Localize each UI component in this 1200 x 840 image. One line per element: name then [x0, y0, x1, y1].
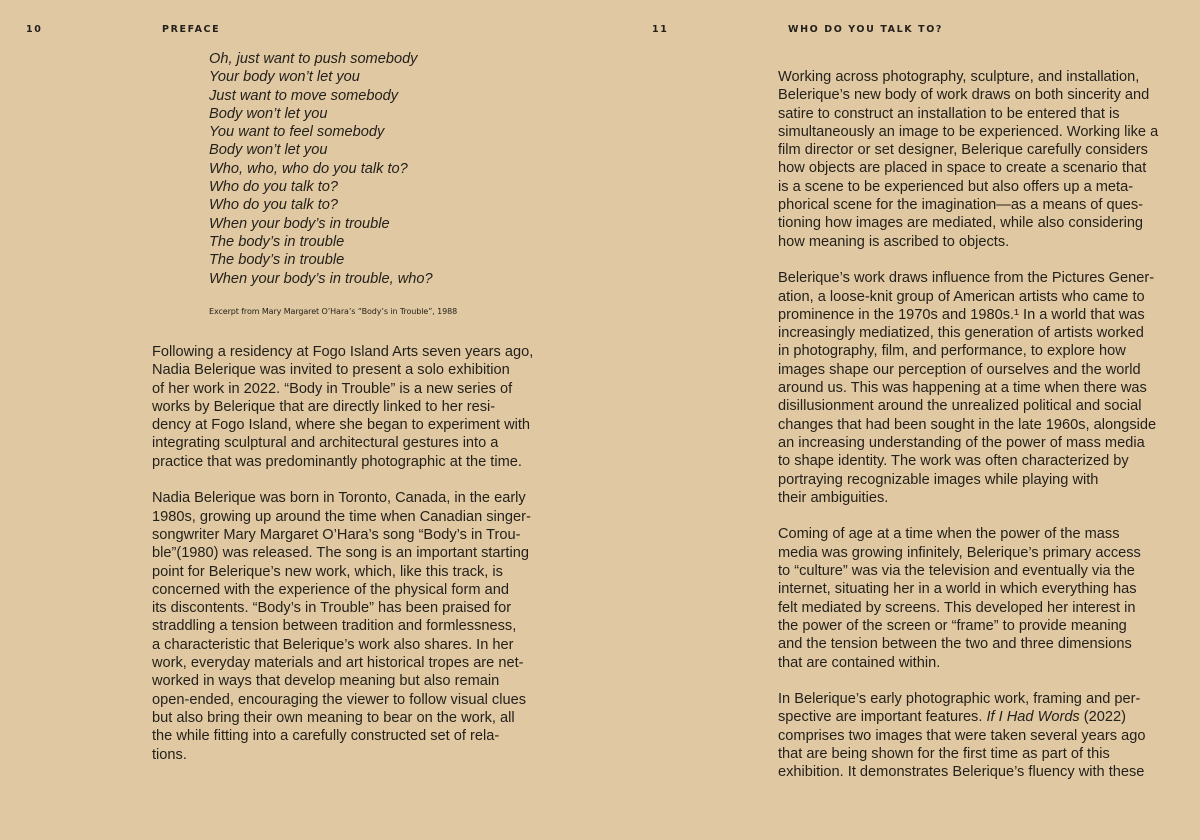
text-line: internet, situating her in a world in which everything has	[778, 581, 1137, 598]
page-number-right: 11	[652, 24, 669, 35]
lyric-line: Body won’t let you	[209, 105, 328, 122]
text-line: how objects are placed in space to create a scenario that	[778, 160, 1147, 177]
text-line: its discontents. “Body’s in Trouble” has been praised for	[152, 600, 512, 617]
lyric-line: Your body won’t let you	[209, 69, 360, 86]
text-line: comprises two images that were taken several years ago	[778, 727, 1146, 744]
paragraph	[778, 269, 1198, 507]
lyric-line: Who do you talk to?	[209, 179, 338, 196]
text-line: tions.	[152, 746, 187, 763]
lyric-line: When your body’s in trouble, who?	[209, 270, 433, 287]
text-line: In Belerique’s early photographic work, framing and per-	[778, 691, 1141, 708]
text-line: worked in ways that develop meaning but also remain	[152, 673, 500, 690]
text-line: straddling a tension between tradition and formlessness,	[152, 618, 517, 635]
text-line: point for Belerique’s new work, which, like this track, is	[152, 563, 503, 580]
paragraph	[778, 690, 1198, 781]
body-text-left	[152, 343, 572, 782]
text-line: but also bring their own meaning to bear on the work, all	[152, 709, 515, 726]
text-line: the while fitting into a carefully constructed set of rela-	[152, 728, 500, 745]
text-line: how meaning is ascribed to objects.	[778, 233, 1010, 250]
text-line: songwriter Mary Margaret O’Hara’s song “Body’s in Trou-	[152, 526, 521, 543]
text-line: work, everyday materials and art historical tropes are net-	[152, 655, 524, 672]
artwork-title: If I Had Words	[986, 709, 1080, 726]
text-line: works by Belerique that are directly linked to her resi-	[152, 398, 496, 415]
text-line: practice that was predominantly photographic at the time.	[152, 453, 522, 470]
paragraph	[778, 68, 1198, 251]
lyric-line: Who, who, who do you talk to?	[209, 160, 408, 177]
text-line: integrating sculptural and architectural gestures into a	[152, 435, 499, 452]
text-line: 1980s, growing up around the time when Canadian singer-	[152, 508, 531, 525]
text-line: changes that had been sought in the late 1960s, alongside	[778, 416, 1157, 433]
text-line: phorical scene for the imagination—as a means of ques-	[778, 197, 1144, 214]
text-line: simultaneously an image to be experienced. Working like a	[778, 123, 1159, 140]
text-line: ation, a loose-knit group of American artists who came to	[778, 288, 1145, 305]
text-line: of her work in 2022. “Body in Trouble” is a new series of	[152, 380, 513, 397]
text-line: is a scene to be experienced but also offers up a meta-	[778, 178, 1134, 195]
text-line: disillusionment around the unrealized political and social	[778, 398, 1142, 415]
paragraph	[152, 343, 572, 471]
text-line: the power of the screen or “frame” to provide meaning	[778, 617, 1127, 634]
text-line: in photography, film, and performance, to explore how	[778, 343, 1126, 360]
running-head-left: PREFACE	[162, 24, 221, 35]
text-line: Belerique’s new body of work draws on both sincerity and	[778, 87, 1150, 104]
text-line: Belerique’s work draws influence from the Pictures Gener-	[778, 270, 1155, 287]
lyric-line: Body won’t let you	[209, 142, 328, 159]
lyric-line: When your body’s in trouble	[209, 215, 390, 232]
epigraph-caption: Excerpt from Mary Margaret O’Hara’s “Body’s in Trouble”, 1988	[209, 307, 458, 316]
lyric-line: The body’s in trouble	[209, 252, 345, 269]
page-number-left: 10	[26, 24, 43, 35]
paragraph	[778, 525, 1198, 671]
text-line: a characteristic that Belerique’s work also shares. In her	[152, 636, 514, 653]
text-line: Working across photography, sculpture, and installation,	[778, 69, 1140, 85]
text-line: to “culture” was via the television and eventually via the	[778, 563, 1135, 580]
song-lyrics-epigraph	[209, 50, 589, 288]
text-line: images shape our perception of ourselves and the world	[778, 361, 1141, 378]
text-line: that are being shown for the first time as part of this	[778, 745, 1110, 762]
text-line: open-ended, encouraging the viewer to follow visual clues	[152, 691, 526, 708]
text-line: ble”(1980) was released. The song is an important starting	[152, 545, 529, 562]
text-line: felt mediated by screens. This developed her interest in	[778, 599, 1136, 616]
text-line: Coming of age at a time when the power of the mass	[778, 526, 1120, 543]
text-line: spective are important features. If I Had Words (2022)	[778, 709, 1126, 726]
lyric-line: Oh, just want to push somebody	[209, 51, 418, 67]
text-line: media was growing infinitely, Belerique’s primary access	[778, 544, 1141, 561]
text-line: and the tension between the two and three dimensions	[778, 636, 1132, 653]
text-line: that are contained within.	[778, 654, 941, 671]
text-line: Nadia Belerique was invited to present a solo exhibition	[152, 362, 510, 379]
lyric-line: Just want to move somebody	[209, 87, 398, 104]
text-line: film director or set designer, Belerique carefully considers	[778, 142, 1148, 159]
text-line: prominence in the 1970s and 1980s.¹ In a world that was	[778, 306, 1145, 323]
text-line: portraying recognizable images while playing with	[778, 471, 1099, 488]
body-text-right	[778, 68, 1198, 800]
text-line: exhibition. It demonstrates Belerique’s fluency with these	[778, 764, 1145, 781]
lyric-line: The body’s in trouble	[209, 233, 345, 250]
text-line: to shape identity. The work was often characterized by	[778, 453, 1129, 470]
text-line: dency at Fogo Island, where she began to experiment with	[152, 417, 531, 434]
text-line: increasingly mediatized, this generation of artists worked	[778, 325, 1144, 342]
paragraph	[152, 489, 572, 763]
text-line: concerned with the experience of the physical form and	[152, 581, 509, 598]
text-line: an increasing understanding of the power of mass media	[778, 434, 1145, 451]
lyric-line: Who do you talk to?	[209, 197, 338, 214]
running-head-right: WHO DO YOU TALK TO?	[788, 24, 944, 35]
text-line: Following a residency at Fogo Island Arts seven years ago,	[152, 344, 534, 360]
text-line: tioning how images are mediated, while also considering	[778, 215, 1144, 232]
text-line: Nadia Belerique was born in Toronto, Canada, in the early	[152, 490, 526, 507]
text-line: satire to construct an installation to be entered that is	[778, 105, 1120, 122]
text-line: their ambiguities.	[778, 489, 889, 506]
text-line: around us. This was happening at a time when there was	[778, 380, 1147, 397]
lyric-line: You want to feel somebody	[209, 124, 385, 141]
